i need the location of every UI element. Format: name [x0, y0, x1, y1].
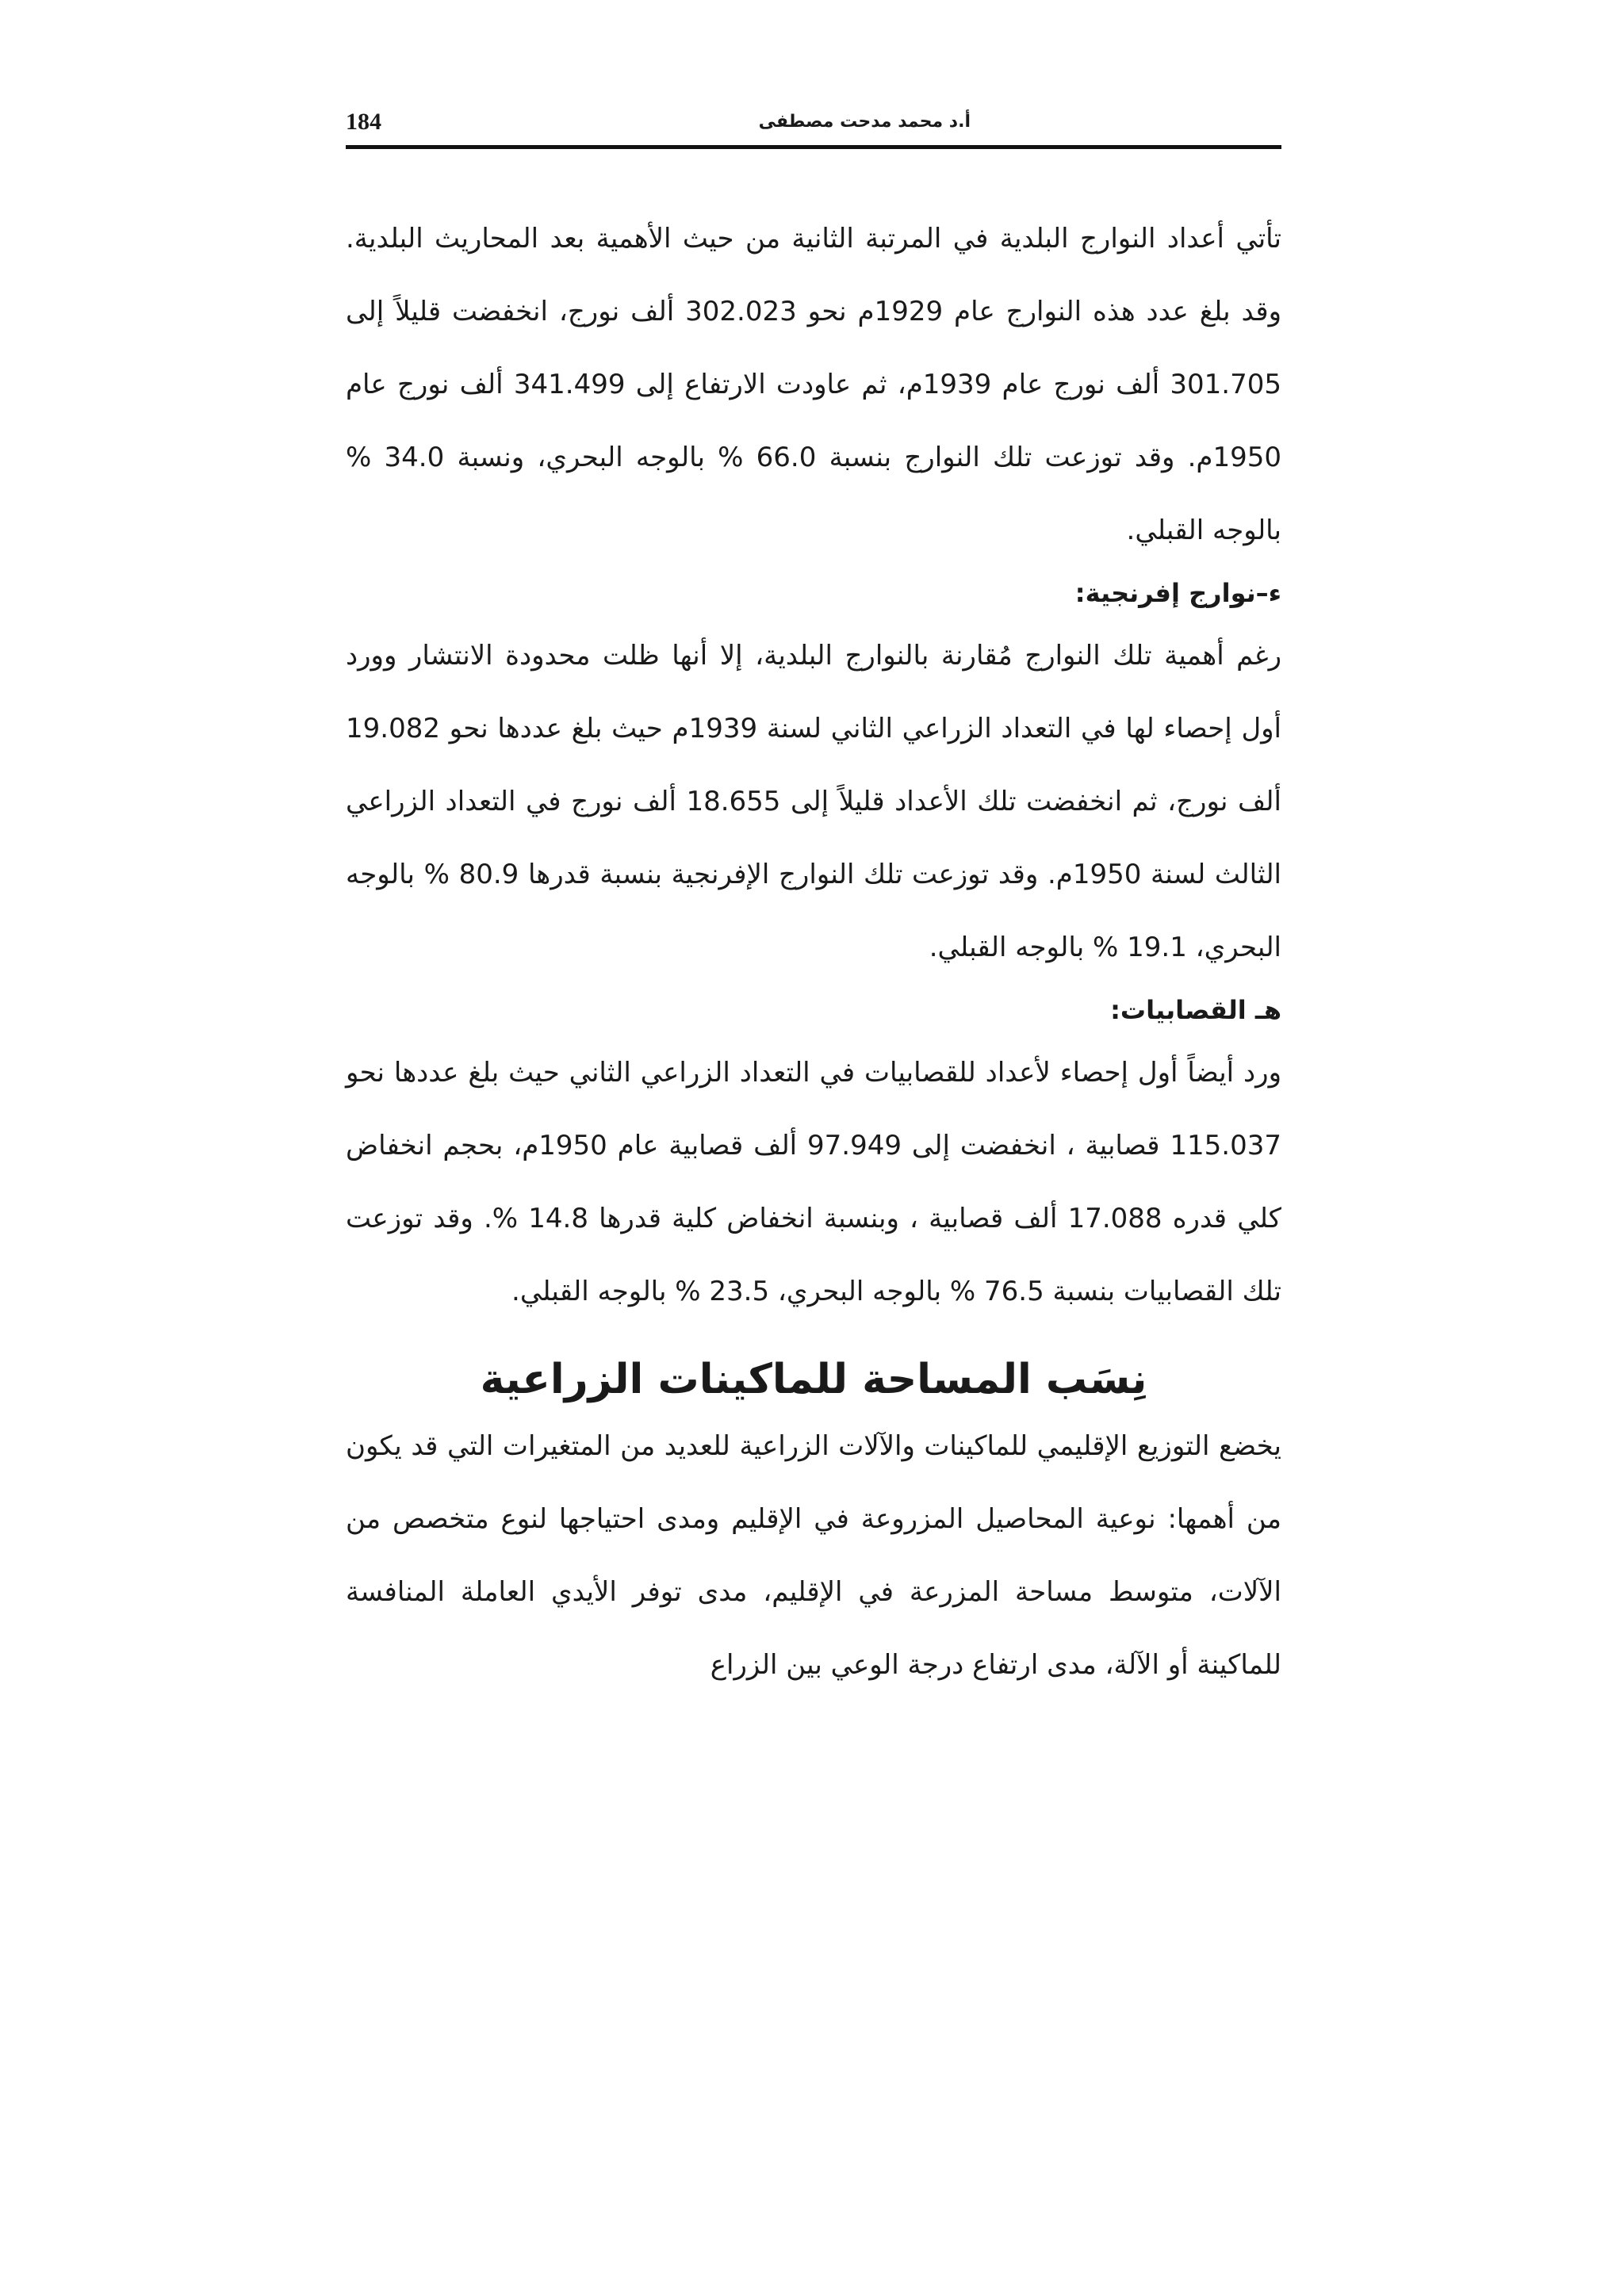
subheading-foreign-threshers: ء–نوارج إفرنجية: [1074, 578, 1281, 608]
paragraph-qassabiyat: ورد أيضاً أول إحصاء لأعداد للقصابيات في التعداد الزراعي الثاني حيث بلغ عددها نحو 115.037 قصابية ، انخفضت إلى 97.949 ألف قصابية عام 1950م، بحجم انخفاض كلي قدره 17.088 ألف قصابية ، وبنسبة انخفاض كلية قدرها 14.8 %. وقد توزعت تلك القصابيات بنسبة 76.5 % بالوجه البحري، 23.5 % بالوجه القبلي. [346, 1057, 1281, 1307]
section-title: نِسَب المساحة للماكينات الزراعية [480, 1356, 1147, 1403]
page-header [346, 105, 1281, 146]
paragraph-foreign-threshers: رغم أهمية تلك النوارج مُقارنة بالنوارج البلدية، إلا أنها ظلت محدودة الانتشار وورد أول إحصاء لها في التعداد الزراعي الثاني لسنة 1939م حيث بلغ عددها نحو 19.082 ألف نورج، ثم انخفضت تلك الأعداد قليلاً إلى 18.655 ألف نورج في التعداد الزراعي الثالث لسنة 1950م. وقد توزعت تلك النوارج الإفرنجية بنسبة قدرها 80.9 % بالوجه البحري، 19.1 % بالوجه القبلي. [346, 640, 1282, 963]
subheading-qassabiyat: هـ القصابيات: [1110, 995, 1281, 1025]
page-number: 184 [346, 109, 381, 135]
body-block-2 [346, 1410, 1281, 1701]
body-block-1 [346, 202, 1281, 1328]
paragraph-baladi-threshers: تأتي أعداد النوارج البلدية في المرتبة الثانية من حيث الأهمية بعد المحاريث البلدية. وقد بلغ عدد هذه النوارج عام 1929م نحو 302.023 ألف نورج، انخفضت قليلاً إلى 301.705 ألف نورج عام 1939م، ثم عاودت الارتفاع إلى 341.499 ألف نورج عام 1950م. وقد توزعت تلك النوارج بنسبة 66.0 % بالوجه البحري، ونسبة 34.0 % بالوجه القبلي. [346, 223, 1282, 546]
author-name: أ.د محمد مدحت مصطفى [758, 112, 971, 132]
paragraph-regional-distribution: يخضع التوزيع الإقليمي للماكينات والآلات الزراعية للعديد من المتغيرات التي قد يكون من أهمها: نوعية المحاصيل المزروعة في الإقليم ومدى احتياجها لنوع متخصص من الآلات، متوسط مساحة المزرعة في الإقليم، مدى توفر الأيدي العاملة المنافسة للماكينة أو الآلة، مدى ارتفاع درجة الوعي بين الزراع [346, 1430, 1281, 1681]
header-rule [346, 145, 1281, 149]
